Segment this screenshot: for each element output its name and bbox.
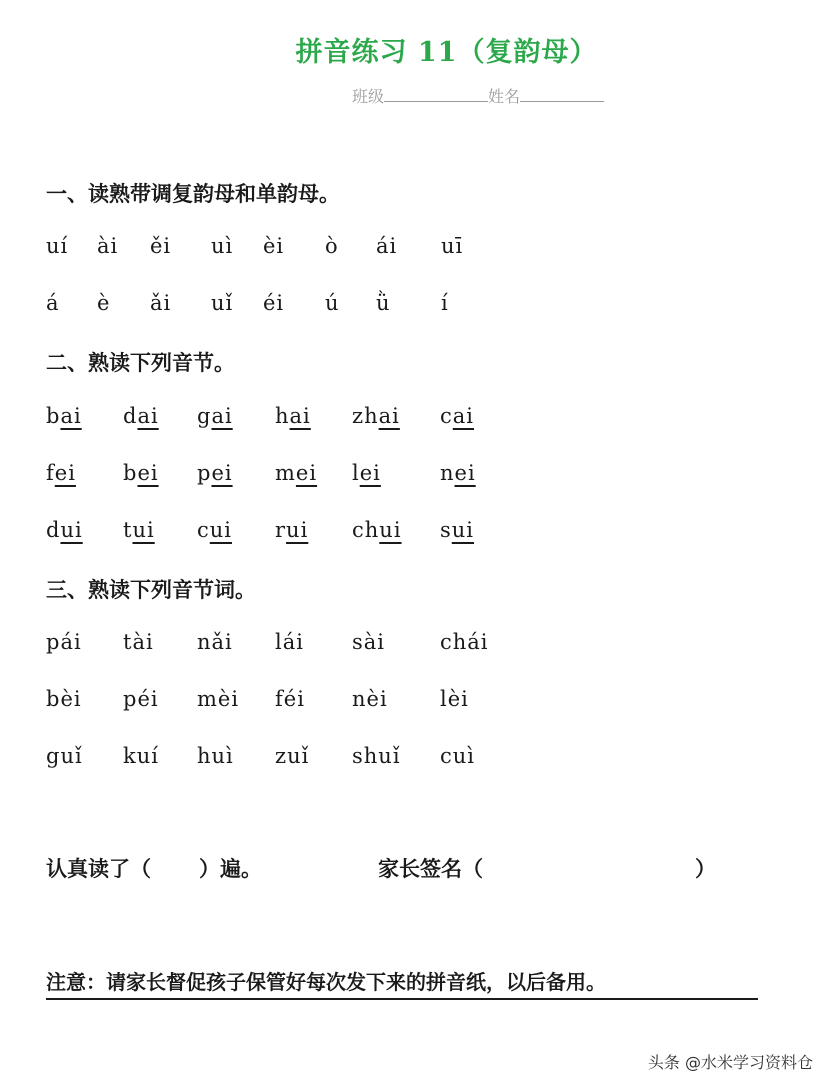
- pinyin-item: [275, 404, 311, 428]
- final-underlined: ai: [211, 404, 233, 428]
- pinyin-item: lèi: [440, 687, 469, 711]
- pinyin-item: nèi: [352, 687, 388, 711]
- final-underlined: ai: [137, 404, 159, 428]
- pinyin-item: uì: [211, 234, 234, 258]
- pinyin-item: [46, 461, 76, 485]
- final-underlined: ui: [286, 518, 309, 542]
- pinyin-item: [352, 461, 381, 485]
- initial: d: [123, 404, 138, 428]
- parent-sign-line: [378, 853, 716, 883]
- initial: l: [352, 461, 360, 485]
- initial: ch: [352, 518, 380, 542]
- worksheet-title: [0, 30, 833, 69]
- initial: c: [440, 404, 453, 428]
- pinyin-item: ò: [325, 234, 339, 258]
- watermark: 头条 @水米学习资料仓: [647, 1053, 813, 1072]
- final-underlined: ui: [451, 518, 475, 542]
- final-underlined: ei: [54, 461, 76, 485]
- pinyin-item: ái: [376, 234, 398, 258]
- pinyin-item: [123, 461, 159, 485]
- final-underlined: ai: [452, 404, 475, 428]
- final-underlined: ei: [211, 461, 233, 485]
- name-blank[interactable]: [520, 85, 604, 102]
- pinyin-item: guǐ: [46, 744, 83, 768]
- initial: b: [123, 461, 138, 485]
- pinyin-item: cuì: [440, 744, 476, 768]
- pinyin-item: féi: [275, 687, 305, 711]
- pinyin-item: [440, 461, 476, 485]
- parent-sign-close: ）: [695, 857, 716, 881]
- initial: t: [123, 518, 133, 542]
- pinyin-item: [275, 518, 308, 542]
- final-underlined: ai: [378, 404, 400, 428]
- pinyin-item: bèi: [46, 687, 82, 711]
- final-underlined: ei: [454, 461, 476, 485]
- title-main: 拼音练习 11: [295, 37, 458, 68]
- pinyin-item: ài: [97, 234, 119, 258]
- pinyin-item: nǎi: [197, 630, 233, 654]
- class-label: 班级: [352, 87, 385, 106]
- initial: m: [275, 461, 296, 485]
- initial: s: [440, 518, 452, 542]
- pinyin-item: chái: [440, 630, 489, 654]
- initial: d: [46, 518, 61, 542]
- final-underlined: ui: [132, 518, 155, 542]
- pinyin-item: [275, 461, 317, 485]
- notice: 注意：请家长督促孩子保管好每次发下来的拼音纸，以后备用。: [46, 966, 758, 1000]
- parent-sign-label: 家长签名（: [378, 857, 483, 881]
- initial: c: [197, 518, 210, 542]
- pinyin-item: [440, 518, 474, 542]
- pinyin-item: ú: [325, 291, 340, 315]
- pinyin-item: zuǐ: [275, 744, 310, 768]
- final-underlined: ei: [137, 461, 159, 485]
- section3-heading: 三、熟读下列音节词。: [46, 578, 256, 602]
- final-underlined: ei: [295, 461, 318, 485]
- final-underlined: ui: [60, 518, 83, 542]
- pinyin-item: kuí: [123, 744, 159, 768]
- pinyin-item: í: [441, 291, 449, 315]
- read-count-line: [46, 853, 262, 883]
- pinyin-item: [352, 518, 402, 542]
- pinyin-item: péi: [123, 687, 159, 711]
- final-underlined: ei: [359, 461, 381, 485]
- final-underlined: ai: [60, 404, 82, 428]
- initial: p: [197, 461, 212, 485]
- pinyin-item: [46, 404, 82, 428]
- final-underlined: ui: [379, 518, 402, 542]
- pinyin-item: [440, 404, 474, 428]
- pinyin-item: ǜ: [376, 291, 391, 315]
- initial: h: [275, 404, 290, 428]
- section2-heading: 二、熟读下列音节。: [46, 351, 235, 375]
- pinyin-item: [197, 461, 233, 485]
- pinyin-item: [352, 404, 400, 428]
- pinyin-item: [197, 404, 233, 428]
- final-underlined: ui: [209, 518, 233, 542]
- initial: b: [46, 404, 61, 428]
- pinyin-item: uí: [46, 234, 69, 258]
- pinyin-item: sài: [352, 630, 386, 654]
- name-label: 姓名: [488, 87, 521, 106]
- read-count-prefix: 认真读了（: [46, 857, 151, 881]
- pinyin-item: èi: [263, 234, 285, 258]
- pinyin-item: lái: [275, 630, 304, 654]
- initial: r: [275, 518, 287, 542]
- pinyin-item: tài: [123, 630, 154, 654]
- pinyin-item: éi: [263, 291, 285, 315]
- pinyin-item: huì: [197, 744, 234, 768]
- pinyin-item: mèi: [197, 687, 240, 711]
- title-sub: （复韵母）: [457, 37, 598, 68]
- pinyin-item: shuǐ: [352, 744, 401, 768]
- pinyin-item: [123, 404, 159, 428]
- student-info: [352, 84, 604, 107]
- pinyin-item: è: [97, 291, 111, 315]
- class-blank[interactable]: [384, 85, 488, 102]
- pinyin-item: uǐ: [211, 291, 234, 315]
- initial: f: [46, 461, 55, 485]
- pinyin-item: uī: [441, 234, 464, 258]
- pinyin-item: pái: [46, 630, 82, 654]
- initial: n: [440, 461, 455, 485]
- pinyin-item: ǎi: [150, 291, 172, 315]
- pinyin-item: [46, 518, 83, 542]
- read-count-suffix: ）遍。: [199, 857, 262, 881]
- pinyin-item: ěi: [150, 234, 172, 258]
- pinyin-item: [123, 518, 155, 542]
- section1-heading: 一、读熟带调复韵母和单韵母。: [46, 182, 340, 206]
- initial: zh: [352, 404, 379, 428]
- final-underlined: ai: [289, 404, 311, 428]
- pinyin-item: á: [46, 291, 60, 315]
- initial: g: [197, 404, 212, 428]
- pinyin-item: [197, 518, 232, 542]
